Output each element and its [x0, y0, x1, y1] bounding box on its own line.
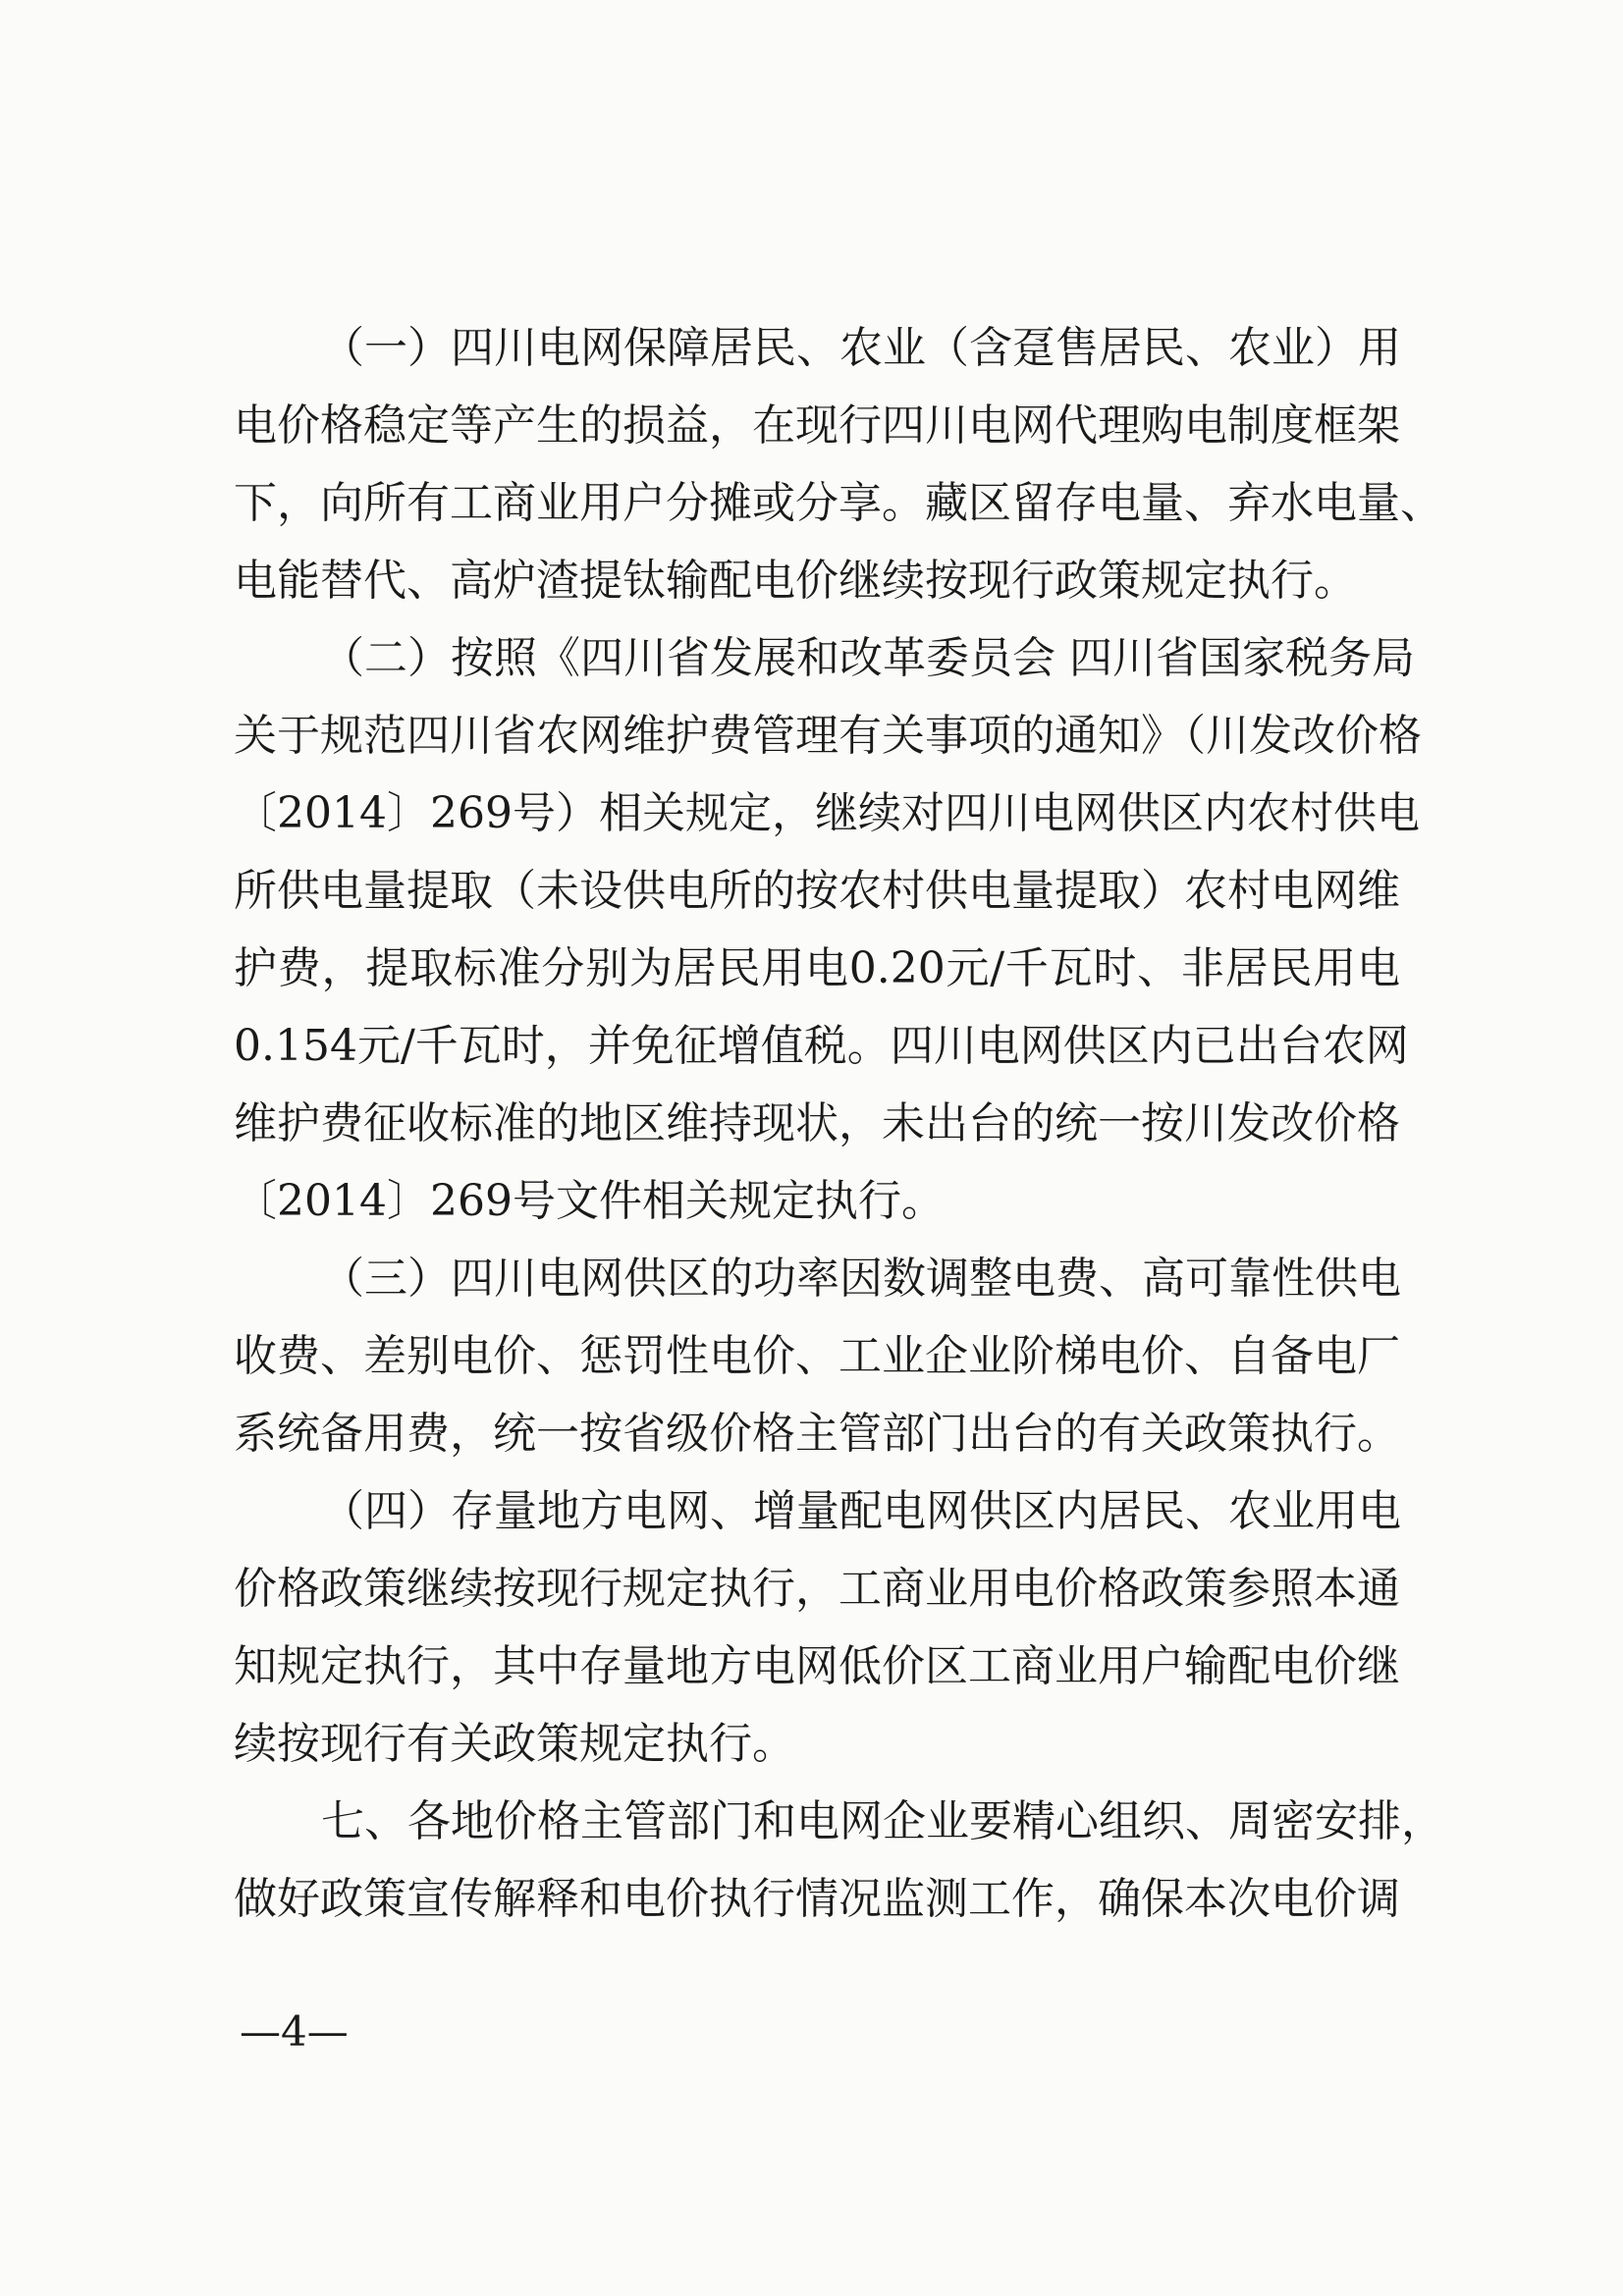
text-line: 〔2014〕269号文件相关规定执行。 — [234, 1176, 945, 1226]
text-line: （一）四川电网保障居民、农业（含趸售居民、农业）用 — [321, 323, 1401, 373]
text-line: 〔2014〕269号）相关规定，继续对四川电网供区内农村供电 — [234, 788, 1420, 838]
text-line: 所供电量提取（未设供电所的按农村供电量提取）农村电网维 — [234, 866, 1400, 916]
paragraph-item-4 — [234, 1472, 1400, 1783]
text-line: 做好政策宣传解释和电价执行情况监测工作，确保本次电价调 — [234, 1874, 1400, 1924]
text-line: 七、各地价格主管部门和电网企业要精心组织、周密安排， — [321, 1796, 1444, 1846]
text-line: 电能替代、高炉渣提钛输配电价继续按现行政策规定执行。 — [234, 556, 1357, 606]
paragraph-section-7 — [234, 1783, 1444, 1938]
text-line: 下，向所有工商业用户分摊或分享。藏区留存电量、弃水电量、 — [234, 478, 1443, 528]
text-line: 维护费征收标准的地区维持现状，未出台的统一按川发改价格 — [234, 1098, 1400, 1148]
text-line: 收费、差别电价、惩罚性电价、工业企业阶梯电价、自备电厂 — [234, 1331, 1400, 1381]
text-line: 电价格稳定等产生的损益，在现行四川电网代理购电制度框架 — [234, 400, 1400, 451]
text-line: 0.154元/千瓦时，并免征增值税。四川电网供区内已出台农网 — [234, 1021, 1409, 1071]
text-line: （二）按照《四川省发展和改革委员会 四川省国家税务局 — [321, 633, 1415, 683]
body-text — [234, 309, 1444, 1938]
paragraph-item-2 — [234, 619, 1422, 1240]
paragraph-item-3 — [234, 1240, 1400, 1472]
text-line: 续按现行有关政策规定执行。 — [234, 1719, 795, 1769]
text-line: （三）四川电网供区的功率因数调整电费、高可靠性供电 — [321, 1254, 1401, 1304]
page-number: —4— — [240, 2007, 349, 2056]
text-line: 关于规范四川省农网维护费管理有关事项的通知》（川发改价格 — [234, 711, 1422, 761]
paragraph-item-1 — [234, 309, 1443, 619]
text-line: 护费，提取标准分别为居民用电0.20元/千瓦时、非居民用电 — [234, 943, 1400, 993]
text-line: 系统备用费，统一按省级价格主管部门出台的有关政策执行。 — [234, 1409, 1400, 1459]
text-line: 知规定执行，其中存量地方电网低价区工商业用户输配电价继 — [234, 1641, 1400, 1691]
text-line: （四）存量地方电网、增量配电网供区内居民、农业用电 — [321, 1486, 1401, 1536]
text-line: 价格政策继续按现行规定执行，工商业用电价格政策参照本通 — [234, 1564, 1400, 1614]
